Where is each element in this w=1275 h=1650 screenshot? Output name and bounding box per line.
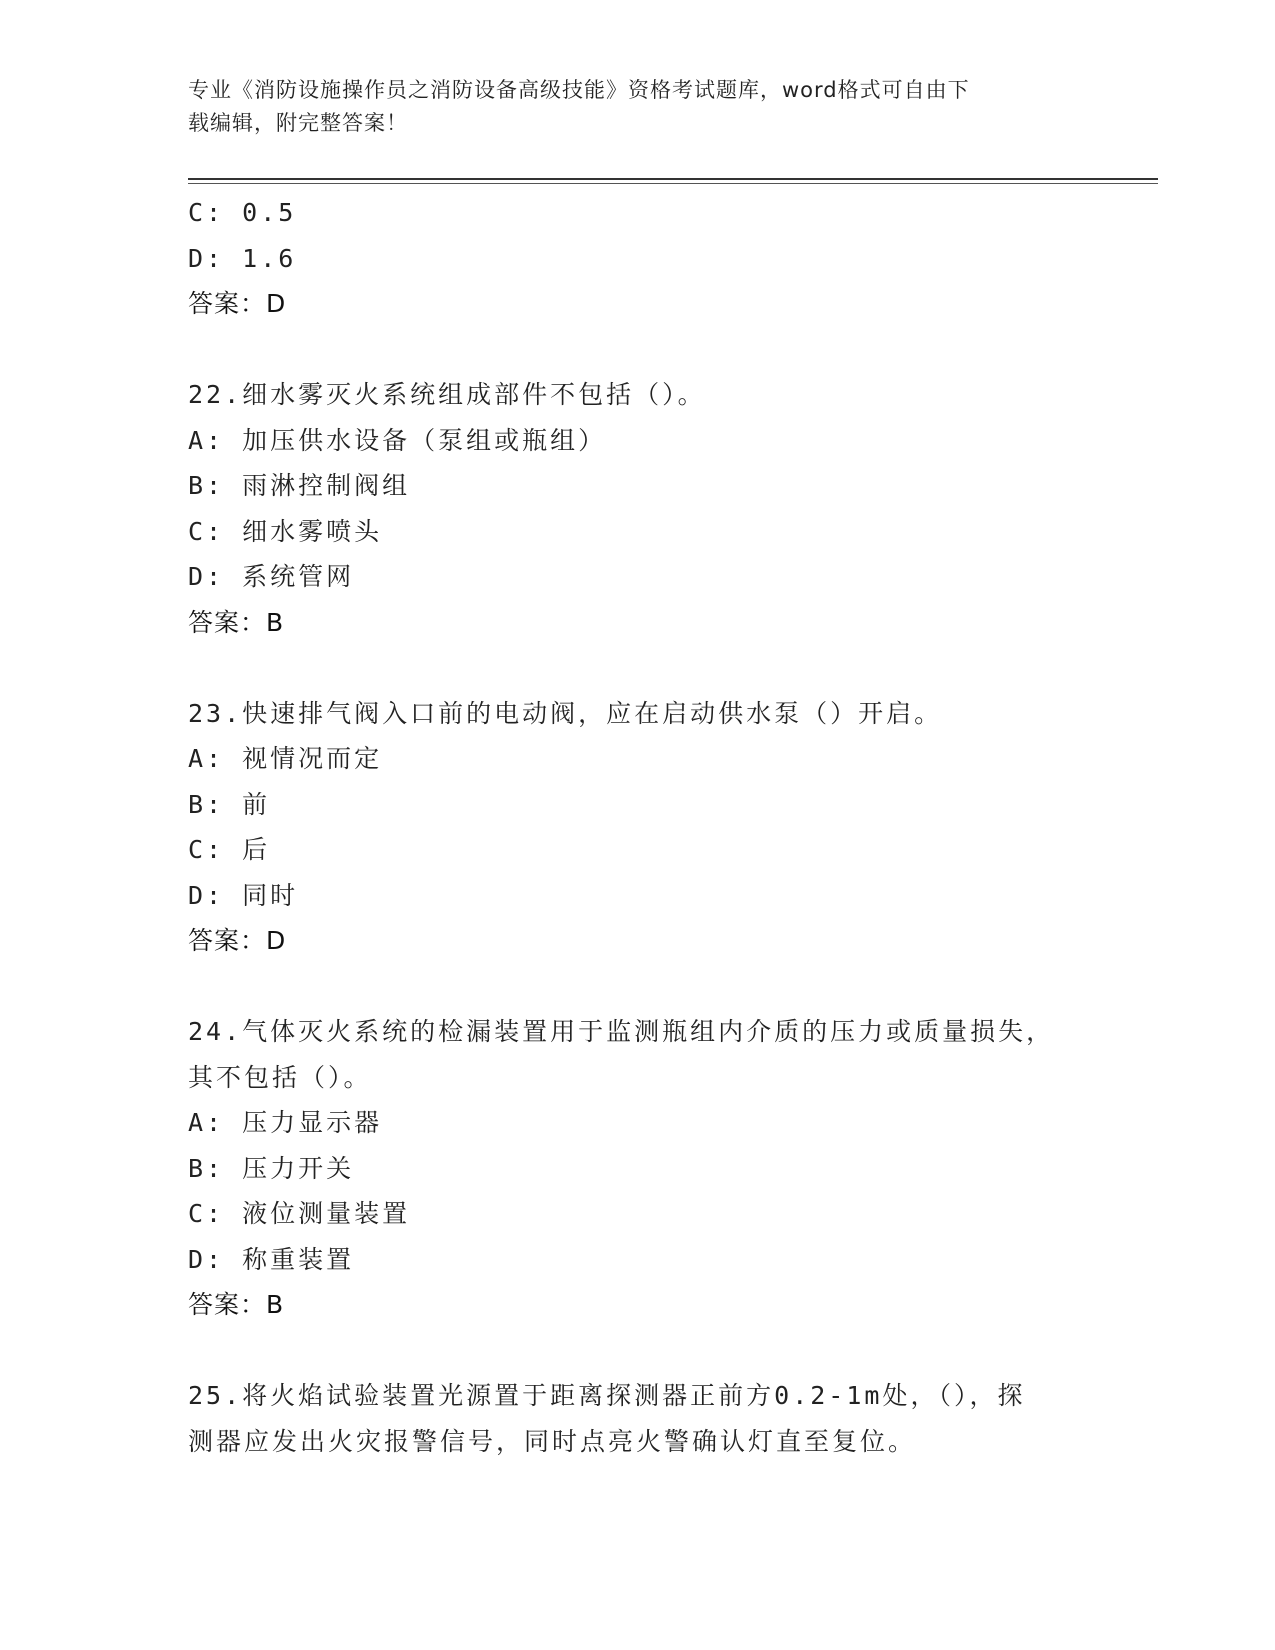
option-d: D: 同时 — [188, 880, 299, 910]
header-line-1: 专业《消防设施操作员之消防设备高级技能》资格考试题库，word格式可自由下 — [188, 78, 970, 102]
question-stem-line-2: 其不包括（）。 — [188, 1062, 372, 1092]
question-stem: 23.快速排气阀入口前的电动阀，应在启动供水泵（）开启。 — [188, 698, 943, 728]
option-c: C: 液位测量装置 — [188, 1199, 411, 1228]
answer-line: 答案：B — [188, 607, 285, 637]
option-d: D: 1.6 — [188, 243, 297, 273]
option-b: B: 压力开关 — [188, 1153, 355, 1183]
question-content — [188, 190, 1088, 1464]
spacer — [188, 645, 1088, 691]
option-a: A: 压力显示器 — [188, 1108, 383, 1137]
option-b: B: 雨淋控制阀组 — [188, 471, 411, 500]
option-d: D: 称重装置 — [188, 1244, 355, 1274]
option-c: C: 后 — [188, 835, 271, 864]
header-divider-thin — [188, 183, 1158, 184]
option-c: C: 细水雾喷头 — [188, 516, 383, 546]
question-stem-line-1: 24.气体灭火系统的检漏装置用于监测瓶组内介质的压力或质量损失， — [188, 1017, 1055, 1046]
question-23 — [188, 691, 1088, 964]
question-stem: 22.细水雾灭火系统组成部件不包括（）。 — [188, 380, 706, 409]
answer-line: 答案：D — [188, 289, 287, 318]
option-c: C: 0.5 — [188, 198, 297, 227]
answer-line: 答案：B — [188, 1290, 285, 1319]
question-25 — [188, 1373, 1088, 1464]
question-24 — [188, 1009, 1088, 1328]
question-22 — [188, 372, 1088, 645]
option-a: A: 加压供水设备（泵组或瓶组） — [188, 425, 607, 455]
spacer — [188, 327, 1088, 373]
spacer — [188, 964, 1088, 1010]
question-stem-line-2: 测器应发出火灾报警信号，同时点亮火警确认灯直至复位。 — [188, 1426, 917, 1456]
option-a: A: 视情况而定 — [188, 744, 383, 773]
spacer — [188, 1328, 1088, 1374]
question-stem-line-1: 25.将火焰试验装置光源置于距离探测器正前方0.2-1m处，（），探 — [188, 1381, 1026, 1410]
option-d: D: 系统管网 — [188, 562, 355, 591]
header-divider-thick — [188, 178, 1158, 180]
option-b: B: 前 — [188, 789, 271, 819]
document-header — [188, 74, 1068, 140]
answer-line: 答案：D — [188, 926, 287, 955]
previous-question-tail — [188, 190, 1088, 327]
header-line-2: 载编辑，附完整答案！ — [188, 111, 408, 135]
